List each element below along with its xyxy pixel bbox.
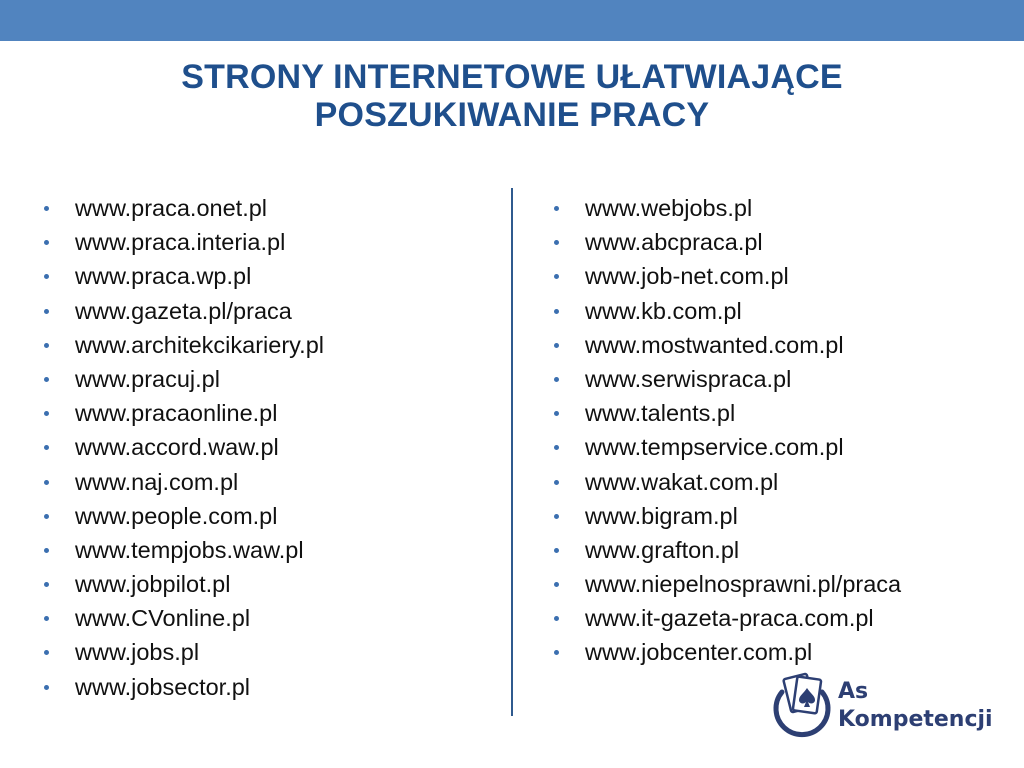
link-list-item [554, 467, 901, 501]
link-list-item [554, 330, 901, 364]
website-link-text: www.tempservice.com.pl [585, 434, 844, 461]
website-link-text: www.webjobs.pl [585, 195, 753, 221]
website-link-text: www.CVonline.pl [75, 605, 251, 632]
link-list-item [44, 672, 324, 706]
website-link-text: www.gazeta.pl/praca [75, 297, 292, 324]
link-list-item [554, 501, 901, 535]
slide-title-line-1: STRONY INTERNETOWE UŁATWIAJĄCE [181, 58, 843, 96]
link-list-item [44, 227, 324, 261]
website-link-text: www.people.com.pl [75, 502, 278, 529]
bullet-icon [44, 240, 49, 245]
bullet-icon [554, 480, 559, 485]
bullet-icon [554, 548, 559, 553]
link-list-item [44, 603, 324, 637]
logo-text-line-1: As [838, 679, 869, 704]
bullet-icon [44, 548, 49, 553]
bullet-icon [554, 343, 559, 348]
website-link-text: www.jobcenter.com.pl [585, 639, 813, 666]
link-list-item [44, 501, 324, 535]
link-list-item [554, 603, 901, 637]
bullet-icon [44, 411, 49, 416]
link-list-item [554, 432, 901, 466]
bullet-icon [44, 377, 49, 382]
slide-title [0, 58, 1024, 134]
website-link-text: www.jobsector.pl [75, 673, 251, 700]
bullet-icon [554, 240, 559, 245]
link-list-item [44, 261, 324, 295]
bullet-icon [44, 685, 49, 690]
link-list-item [44, 637, 324, 671]
website-link-text: www.jobs.pl [75, 639, 200, 666]
link-list-item [554, 296, 901, 330]
website-link-text: www.abcpraca.pl [585, 229, 763, 256]
link-list-item [554, 227, 901, 261]
bullet-icon [44, 650, 49, 655]
website-link-text: www.praca.interia.pl [75, 229, 286, 256]
website-link-text: www.grafton.pl [585, 536, 740, 563]
website-link-text: www.talents.pl [585, 400, 736, 427]
bullet-icon [554, 411, 559, 416]
website-link-text: www.bigram.pl [585, 502, 738, 529]
bullet-icon [44, 480, 49, 485]
link-list-item [44, 569, 324, 603]
slide-title-line-2: POSZUKIWANIE PRACY [314, 96, 710, 134]
bullet-icon [554, 377, 559, 382]
website-link-text: www.mostwanted.com.pl [585, 331, 844, 358]
bullet-icon [44, 582, 49, 587]
website-link-text: www.architekcikariery.pl [75, 331, 324, 358]
link-list-item [44, 364, 324, 398]
bullet-icon [44, 206, 49, 211]
link-list-item [554, 535, 901, 569]
bullet-icon [554, 309, 559, 314]
bullet-icon [554, 445, 559, 450]
link-list-item [44, 535, 324, 569]
website-link-text: www.it-gazeta-praca.com.pl [585, 605, 874, 632]
link-list-item [554, 637, 901, 671]
bullet-icon [44, 343, 49, 348]
bullet-icon [554, 650, 559, 655]
link-list-item [554, 261, 901, 295]
spade-card-icon [770, 670, 834, 742]
bullet-icon [554, 582, 559, 587]
website-link-text: www.kb.com.pl [585, 297, 742, 324]
website-link-text: www.job-net.com.pl [585, 263, 789, 290]
bullet-icon [44, 274, 49, 279]
website-link-text: www.wakat.com.pl [585, 468, 779, 495]
link-list-item [44, 398, 324, 432]
as-kompetencji-logo [770, 670, 1000, 746]
bullet-icon [44, 514, 49, 519]
link-list-item [44, 193, 324, 227]
bullet-icon [554, 206, 559, 211]
column-divider [511, 188, 513, 716]
website-link-text: www.naj.com.pl [75, 468, 239, 495]
website-link-text: www.jobpilot.pl [75, 571, 231, 598]
bullet-icon [554, 514, 559, 519]
website-link-text: www.praca.onet.pl [75, 195, 268, 221]
logo-text-line-2: Kompetencji [838, 707, 993, 732]
left-link-list [44, 193, 324, 706]
bullet-icon [44, 616, 49, 621]
website-link-text: www.tempjobs.waw.pl [75, 536, 304, 563]
link-list-item [554, 569, 901, 603]
bullet-icon [554, 274, 559, 279]
link-list-item [44, 296, 324, 330]
bullet-icon [44, 445, 49, 450]
link-list-item [554, 398, 901, 432]
link-list-item [44, 467, 324, 501]
link-list-item [44, 432, 324, 466]
link-list-item [554, 193, 901, 227]
right-link-list [554, 193, 901, 672]
website-link-text: www.pracuj.pl [75, 365, 220, 392]
website-link-text: www.pracaonline.pl [75, 400, 278, 427]
website-link-text: www.serwispraca.pl [585, 365, 792, 392]
website-link-text: www.niepelnosprawni.pl/praca [585, 571, 902, 598]
website-link-text: www.accord.waw.pl [75, 434, 279, 461]
link-list-item [44, 330, 324, 364]
bullet-icon [554, 616, 559, 621]
bullet-icon [44, 309, 49, 314]
link-list-item [554, 364, 901, 398]
top-accent-bar [0, 0, 1024, 41]
website-link-text: www.praca.wp.pl [75, 263, 252, 290]
